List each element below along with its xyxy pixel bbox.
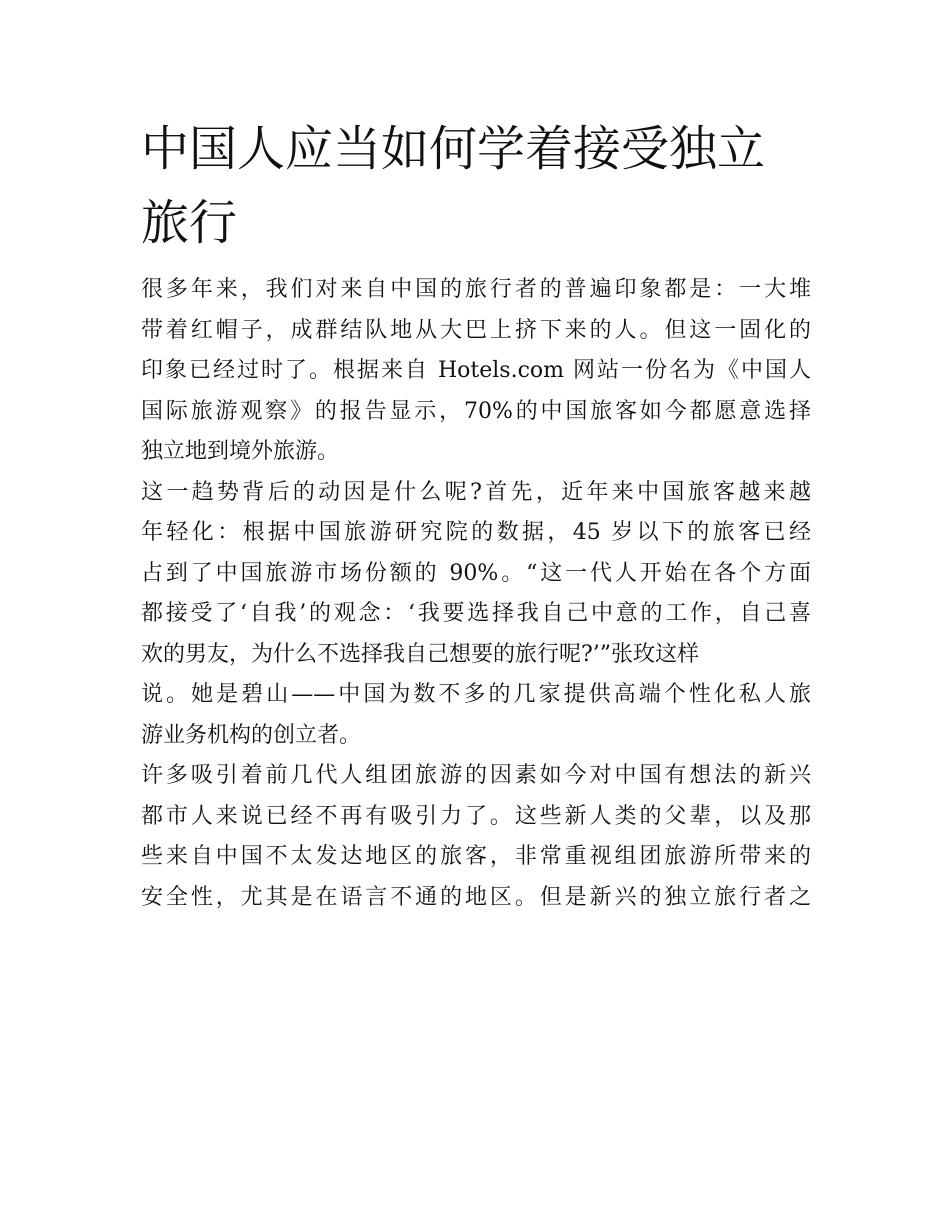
- text-line: 都市人来说已经不再有吸引力了。这些新人类的父辈，以及那: [141, 803, 811, 829]
- text-line: 都接受了‘自我’的观念：‘我要选择我自己中意的工作，自己喜: [141, 601, 811, 626]
- paragraph-2: [141, 473, 811, 757]
- text-line: 些来自中国不太发达地区的旅客，非常重视组团旅游所带来的: [141, 844, 811, 869]
- text-line: 带着红帽子，成群结队地从大巴上挤下来的人。但这一固化的: [141, 317, 811, 343]
- text-line: 说。她是碧山——中国为数不多的几家提供高端个性化私人旅: [141, 682, 811, 707]
- paragraph-3: [141, 756, 811, 918]
- title-line: 中国人应当如何学着接受独立: [141, 121, 766, 177]
- text-line: 欢的男友，为什么不选择我自己想要的旅行呢?’”张玫这样: [141, 641, 700, 667]
- article-body: [141, 270, 811, 918]
- text-line: 很多年来，我们对来自中国的旅行者的普遍印象都是：一大堆: [141, 277, 811, 302]
- text-line: 独立地到境外旅游。: [141, 439, 340, 464]
- text-line: 年轻化：根据中国旅游研究院的数据，45 岁以下的旅客已经: [141, 520, 811, 545]
- paragraph-1: [141, 270, 811, 473]
- text-line: 占到了中国旅游市场份额的 90%。“这一代人开始在各个方面: [141, 560, 811, 586]
- text-line: 印象已经过时了。根据来自 Hotels.com 网站一份名为《中国人: [141, 358, 811, 383]
- article-title: [141, 112, 811, 260]
- title-line: 旅行: [141, 195, 238, 251]
- text-line: 游业务机构的创立者。: [141, 722, 362, 748]
- text-line: 国际旅游观察》的报告显示，70%的中国旅客如今都愿意选择: [141, 398, 811, 424]
- text-line: 这一趋势背后的动因是什么呢?首先，近年来中国旅客越来越: [141, 479, 811, 505]
- text-line: 安全性，尤其是在语言不通的地区。但是新兴的独立旅行者之: [141, 884, 811, 910]
- document-page: [141, 112, 811, 918]
- text-line: 许多吸引着前几代人组团旅游的因素如今对中国有想法的新兴: [141, 763, 811, 788]
